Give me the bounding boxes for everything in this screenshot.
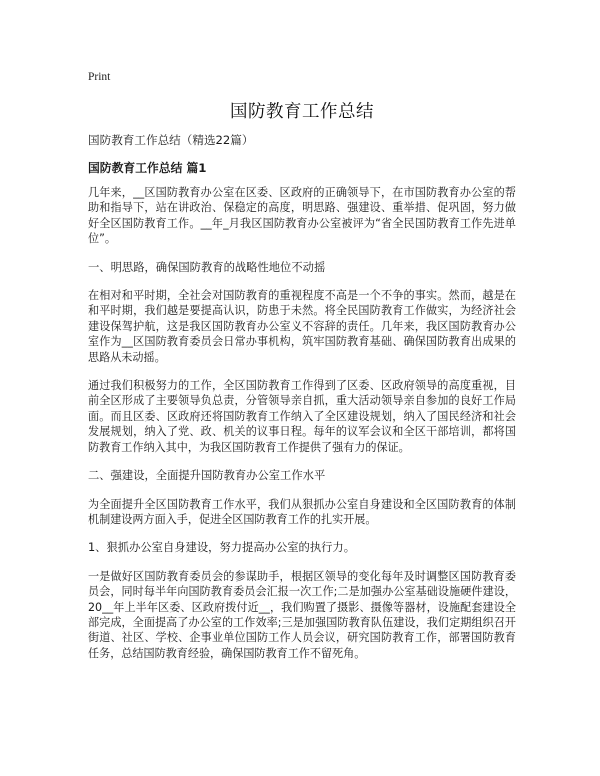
subheading: 二、强建设，全面提升国防教育办公室工作水平: [88, 469, 326, 483]
page-title: 国防教育工作总结: [230, 102, 374, 122]
subheading: 1、狠抓办公室自身建设，努力提高办公室的执行力。: [88, 541, 356, 555]
paragraph: 通过我们积极努力的工作，全区国防教育工作得到了区委、区政府领导的高度重视，目前全区形成了主要领导负总责，分管领导亲自抓，重大活动领导亲自参加的良好工作局面。而且区委、区政府还将国防教育工作纳入了全区建设规划，纳入了国民经济和社会发展规划，纳入了党、政、机关的议事日程。每年的议军会议和全区干部培训，都将国防教育工作纳入其中，为我区国防教育工作提供了强有力的保证。: [88, 379, 516, 454]
document-body: [88, 132, 516, 674]
section-heading: 国防教育工作总结 篇1: [88, 161, 207, 175]
paragraph: 一是做好区国防教育委员会的参谋助手，根据区领导的变化每年及时调整区国防教育委员会，同时每半年向国防教育委员会汇报一次工作;二是加强办公室基础设施硬件建设，20__年上半年区委、区政府拨付近__，我们购置了摄影、摄像等器材，设施配套建设全部完成，全面提高了办公室的工作效率;三是加强国防教育队伍建设，我们定期组织召开街道、社区、学校、企事业单位国防工作人员会议，研究国防教育工作，部署国防教育任务，总结国防教育经验，确保国防教育工作不留死角。: [88, 569, 516, 660]
document-subtitle: 国防教育工作总结（精选22篇）: [88, 133, 254, 147]
paragraph: 在相对和平时期，全社会对国防教育的重视程度不高是一个不争的事实。然而，越是在和平时期，我们越是要提高认识，防患于未然。将全民国防教育工作做实，为经济社会建设保驾护航，这是我区国防教育办公室义不容辞的责任。几年来，我区国防教育办公室作为__区国防教育委员会日常办事机构，筑牢国防教育基础、确保国防教育出成果的思路从未动摇。: [88, 289, 516, 364]
paragraph: 为全面提升全区国防教育工作水平，我们从狠抓办公室自身建设和全区国防教育的体制机制建设两方面入手，促进全区国防教育工作的扎实开展。: [88, 497, 516, 526]
paragraph: 几年来，__区国防教育办公室在区委、区政府的正确领导下，在市国防教育办公室的帮助和指导下，站在讲政治、保稳定的高度，明思路、强建设、重举措、促巩固，努力做好全区国防教育工作。__年_月我区国防教育办公室被评为“省全民国防教育工作先进单位”。: [88, 186, 516, 246]
print-label: Print: [88, 71, 111, 83]
subheading: 一、明思路，确保国防教育的战略性地位不动摇: [88, 260, 326, 274]
